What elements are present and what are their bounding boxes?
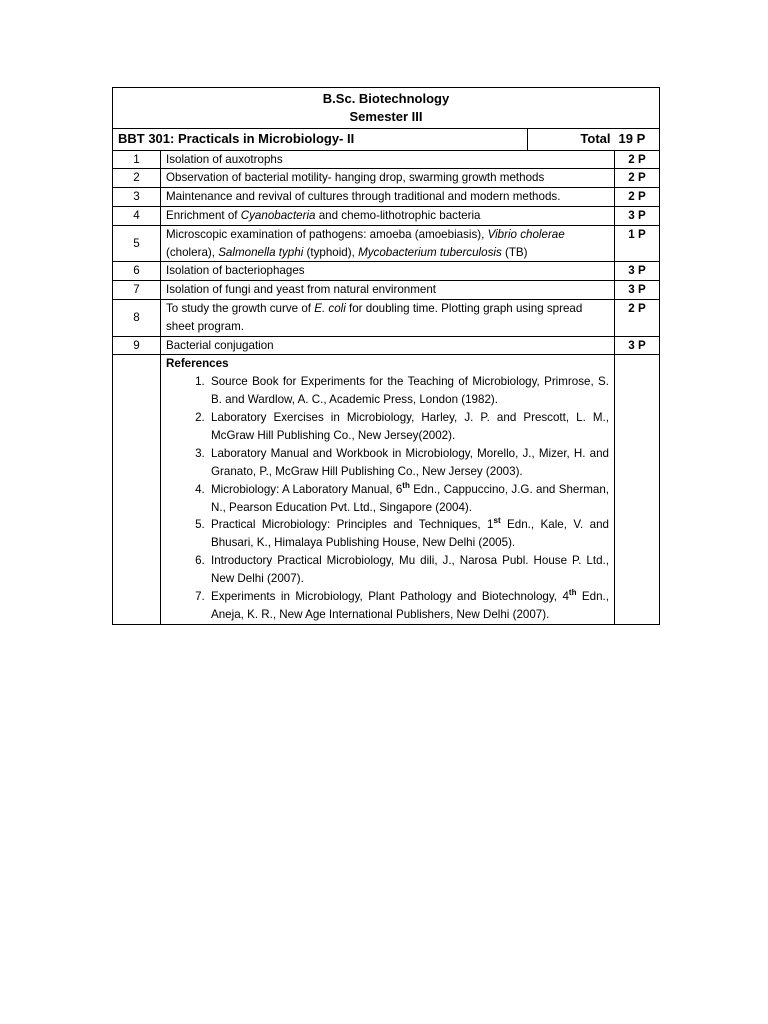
row-points: 3 P [615, 336, 660, 355]
text-segment: Edn., Cappuccino, J.G. and Sherman, N., Pearson Education Pvt. Ltd., Singapore (2004). [211, 482, 609, 514]
table-row [113, 169, 660, 188]
text-segment: Edn., Aneja, K. R., New Age International Publishers, New Delhi (2007). [211, 590, 609, 621]
text-segment: Experiments in Microbiology, Plant Pathology and Biotechnology, 4 [211, 590, 569, 604]
program-title: B.Sc. Biotechnology [322, 91, 450, 106]
row-points: 3 P [615, 281, 660, 300]
row-number: 5 [113, 225, 161, 262]
reference-item [208, 516, 609, 552]
row-description [161, 225, 615, 262]
reference-item [208, 373, 609, 409]
row-description [161, 169, 615, 188]
row-points: 2 P [615, 169, 660, 188]
row-description [161, 150, 615, 169]
row-points: 2 P [615, 150, 660, 169]
row-number: 4 [113, 206, 161, 225]
ordinal-suffix: th [402, 480, 410, 490]
row-points: 3 P [615, 262, 660, 281]
course-title: BBT 301: Practicals in Microbiology- II [113, 128, 528, 150]
text-segment: Isolation of auxotrophs [166, 152, 283, 166]
italic-term: Cyanobacteria [240, 208, 316, 222]
text-segment: Isolation of fungi and yeast from natural environment [166, 283, 437, 297]
text-segment: (TB) [501, 245, 528, 259]
text-segment: Enrichment of [166, 208, 241, 222]
text-segment: Isolation of bacteriophages [166, 264, 305, 278]
row-description [161, 336, 615, 355]
syllabus-table [112, 87, 660, 625]
row-number: 7 [113, 281, 161, 300]
text-segment: Edn., Kale, V. and Bhusari, K., Himalaya Publishing House, New Delhi (2005). [211, 518, 609, 550]
table-row [113, 150, 660, 169]
table-row [113, 206, 660, 225]
text-segment: Bacterial conjugation [166, 338, 274, 352]
text-segment: Microbiology: A Laboratory Manual, 6 [211, 482, 403, 496]
row-number: 2 [113, 169, 161, 188]
text-segment: and chemo-lithotrophic bacteria [315, 208, 481, 222]
reference-item [208, 481, 609, 517]
ordinal-suffix: th [568, 588, 577, 598]
row-points: 1 P [615, 225, 660, 262]
references-list [166, 373, 609, 624]
table-row [113, 188, 660, 207]
text-segment: Microscopic examination of pathogens: amoeba (amoebiasis), [166, 227, 488, 241]
empty-cell [113, 355, 161, 624]
row-description [161, 299, 615, 336]
italic-term: Mycobacterium tuberculosis [358, 245, 502, 259]
references-cell [161, 355, 615, 624]
row-description [161, 281, 615, 300]
text-segment: (typhoid), [303, 245, 359, 259]
ordinal-suffix: st [493, 516, 501, 526]
reference-item [208, 552, 609, 588]
row-number: 8 [113, 299, 161, 336]
text-segment: Laboratory Manual and Workbook in Microbiology, Morello, J., Mizer, H. and Granato, P., McGraw Hill Publishing Co., New Jersey (2003). [211, 446, 609, 478]
row-points: 3 P [615, 206, 660, 225]
text-segment: Observation of bacterial motility- hanging drop, swarming growth methods [166, 171, 545, 185]
row-description [161, 262, 615, 281]
row-number: 1 [113, 150, 161, 169]
table-row [113, 262, 660, 281]
text-segment: (cholera), [166, 245, 219, 259]
reference-item [208, 409, 609, 445]
row-number: 6 [113, 262, 161, 281]
empty-cell [615, 355, 660, 624]
table-row [113, 225, 660, 262]
row-description [161, 188, 615, 207]
row-number: 3 [113, 188, 161, 207]
italic-term: Salmonella typhi [218, 245, 304, 259]
text-segment: Practical Microbiology: Principles and Techniques, 1 [211, 518, 494, 532]
references-row [113, 355, 660, 624]
table-row [113, 281, 660, 300]
text-segment: Introductory Practical Microbiology, Mu dili, J., Narosa Publ. House P. Ltd., New Delhi (2007). [211, 554, 609, 586]
text-segment: Maintenance and revival of cultures through traditional and modern methods. [166, 190, 561, 204]
reference-item [208, 445, 609, 481]
table-header [113, 88, 660, 129]
italic-term: Vibrio cholerae [487, 227, 565, 241]
table-row [113, 336, 660, 355]
row-number: 9 [113, 336, 161, 355]
row-points: 2 P [615, 299, 660, 336]
reference-item [208, 588, 609, 624]
total-value: 19 P [615, 128, 660, 150]
row-description [161, 206, 615, 225]
row-points: 2 P [615, 188, 660, 207]
table-row [113, 299, 660, 336]
text-segment: Laboratory Exercises in Microbiology, Harley, J. P. and Prescott, L. M., McGraw Hill Publishing Co., New Jersey(2002). [211, 410, 609, 442]
text-segment: To study the growth curve of [166, 301, 315, 315]
text-segment: Source Book for Experiments for the Teaching of Microbiology, Primrose, S. B. and Wardlow, A. C., Academic Press, London (1982). [211, 375, 609, 407]
text-segment: for doubling time. Plotting graph using spread sheet program. [166, 301, 583, 333]
semester-title: Semester III [349, 108, 423, 124]
references-title: References [166, 357, 229, 371]
total-label: Total [527, 128, 614, 150]
italic-term: E. coli [314, 301, 346, 315]
